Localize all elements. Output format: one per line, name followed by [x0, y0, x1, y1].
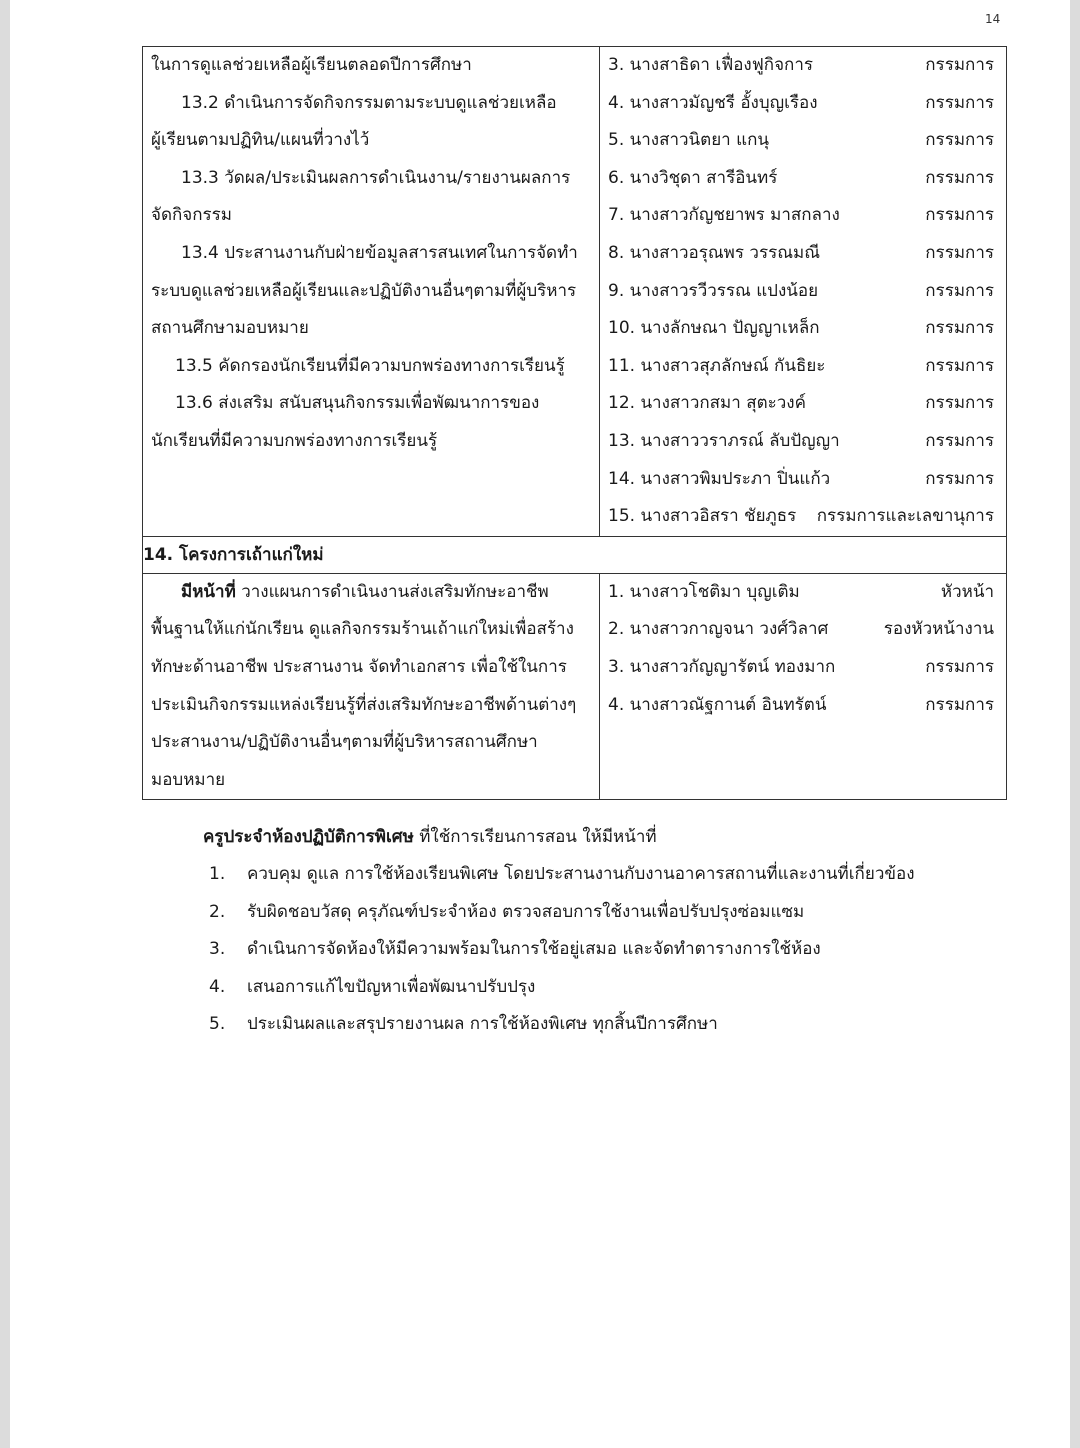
duty-line: ผู้เรียนตามปฏิทิน/แผนที่วางไว้ — [151, 130, 370, 151]
section-14-title: 14. โครงการเถ้าแก่ใหม่ — [143, 536, 1007, 573]
duty-line: 13.2 ดำเนินการจัดกิจกรรมตามระบบดูแลช่วยเหลือ — [181, 92, 557, 113]
list-number: 1. — [209, 864, 226, 884]
duty-line: 13.3 วัดผล/ประเมินผลการดำเนินงาน/รายงานผลการ — [181, 167, 571, 188]
list-item — [203, 931, 1043, 969]
member-name: 10. นางลักษณา ปัญญาเหล็ก — [608, 318, 820, 339]
section-14-duties — [143, 573, 600, 800]
section-14-row — [143, 573, 1007, 800]
list-number: 4. — [209, 976, 226, 997]
member-role: กรรมการ — [925, 355, 994, 376]
lab-teacher-title: ครูประจำห้องปฏิบัติการพิเศษ — [203, 827, 414, 847]
duty-line: พื้นฐานให้แก่นักเรียน ดูแลกิจกรรมร้านเถ้าแก่ใหม่เพื่อสร้าง — [151, 619, 574, 640]
member-name: 9. นางสาวรวีวรรณ แปงน้อย — [608, 280, 819, 301]
member-row — [600, 122, 1006, 160]
member-name: 11. นางสาวสุภลักษณ์ กันธิยะ — [608, 355, 826, 376]
member-role: กรรมการ — [925, 92, 994, 113]
lab-teacher-section — [203, 818, 1043, 1044]
member-name: 3. นางสาวกัญญารัตน์ ทองมาก — [608, 656, 836, 677]
member-row — [600, 310, 1006, 348]
member-name: 4. นางสาวณัฐกานต์ อินทรัตน์ — [608, 694, 827, 715]
member-role: รองหัวหน้างาน — [883, 619, 994, 640]
section-13-duties — [143, 47, 600, 537]
list-text: ควบคุม ดูแล การใช้ห้องเรียนพิเศษ โดยประสานงานกับงานอาคารสถานที่และงานที่เกี่ยวข้อง — [247, 864, 915, 884]
member-name: 7. นางสาวกัญชยาพร มาสกลาง — [608, 205, 840, 226]
member-row — [600, 348, 1006, 386]
duty-label: มีหน้าที่ — [181, 581, 236, 602]
member-row — [600, 385, 1006, 423]
list-text: ดำเนินการจัดห้องให้มีความพร้อมในการใช้อยู่เสมอ และจัดทำตารางการใช้ห้อง — [247, 939, 821, 960]
member-role: กรรมการ — [925, 130, 994, 151]
duty-line: ประเมินกิจกรรมแหล่งเรียนรู้ที่ส่งเสริมทักษะอาชีพด้านต่างๆ — [151, 694, 577, 715]
list-number: 5. — [209, 1014, 226, 1035]
member-role: กรรมการ — [925, 205, 994, 226]
member-name: 6. นางวิชุดา สารีอินทร์ — [608, 167, 778, 188]
member-row — [600, 611, 1006, 649]
member-name: 1. นางสาวโชติมา บุญเติม — [608, 581, 800, 602]
member-row — [600, 273, 1006, 311]
member-row — [600, 498, 1006, 536]
member-row — [600, 423, 1006, 461]
member-role: กรรมการ — [925, 393, 994, 414]
list-number: 2. — [209, 901, 226, 922]
member-role: กรรมการ — [925, 318, 994, 339]
member-name: 13. นางสาววราภรณ์ ลับปัญญา — [608, 430, 840, 451]
list-item — [203, 969, 1043, 1007]
lab-teacher-heading — [203, 818, 1043, 856]
member-role: กรรมการ — [925, 694, 994, 715]
duty-line: นักเรียนที่มีความบกพร่องทางการเรียนรู้ — [151, 430, 438, 451]
member-role: หัวหน้า — [940, 581, 994, 602]
member-row — [600, 687, 1006, 725]
duty-line: ในการดูแลช่วยเหลือผู้เรียนตลอดปีการศึกษา — [151, 55, 472, 75]
member-row — [600, 47, 1006, 85]
duty-line: 13.5 คัดกรองนักเรียนที่มีความบกพร่องทางการเรียนรู้ — [175, 355, 565, 376]
member-role: กรรมการ — [925, 167, 994, 188]
member-row — [600, 461, 1006, 499]
list-item — [203, 856, 1043, 894]
member-row — [600, 649, 1006, 687]
duties-table — [142, 46, 1007, 800]
duty-line: 13.6 ส่งเสริม สนับสนุนกิจกรรมเพื่อพัฒนาการของ — [175, 393, 540, 414]
list-text: เสนอการแก้ไขปัญหาเพื่อพัฒนาปรับปรุง — [247, 976, 536, 997]
member-row — [600, 85, 1006, 123]
duty-text: วางแผนการดำเนินงานส่งเสริมทักษะอาชีพ — [235, 581, 549, 602]
member-role: กรรมการ — [925, 242, 994, 263]
member-role: กรรมการ — [925, 656, 994, 677]
member-row — [600, 197, 1006, 235]
page-number: 14 — [985, 12, 1001, 26]
member-role: กรรมการ — [925, 430, 994, 451]
list-text: ประเมินผลและสรุปรายงานผล การใช้ห้องพิเศษ ทุกสิ้นปีการศึกษา — [247, 1014, 718, 1035]
duty-line — [143, 574, 599, 612]
member-row — [600, 235, 1006, 273]
member-role: กรรมการ — [925, 55, 994, 75]
member-row — [600, 574, 1006, 612]
member-name: 4. นางสาวมัญชรี อั้งบุญเรือง — [608, 92, 818, 113]
member-name: 15. นางสาวอิสรา ชัยภูธร — [608, 506, 797, 527]
duty-line: มอบหมาย — [151, 769, 226, 790]
member-row — [600, 160, 1006, 198]
duty-line: จัดกิจกรรม — [151, 205, 233, 226]
list-item — [203, 894, 1043, 932]
member-name: 3. นางสาธิดา เฟื่องฟูกิจการ — [608, 55, 813, 75]
member-role: กรรมการและเลขานุการ — [816, 506, 994, 527]
duty-line: ระบบดูแลช่วยเหลือผู้เรียนและปฏิบัติงานอื่นๆตามที่ผู้บริหาร — [151, 280, 577, 301]
member-name: 12. นางสาวกสมา สุตะวงค์ — [608, 393, 806, 414]
section-14-members — [600, 573, 1007, 800]
member-name: 14. นางสาวพิมประภา ปิ่นแก้ว — [608, 468, 831, 489]
list-number: 3. — [209, 939, 226, 960]
section-13-row — [143, 47, 1007, 537]
section-13-members — [600, 47, 1007, 537]
duty-line: ประสานงาน/ปฏิบัติงานอื่นๆตามที่ผู้บริหารสถานศึกษา — [151, 732, 538, 753]
duty-line: สถานศึกษามอบหมาย — [151, 318, 309, 339]
member-name: 2. นางสาวกาญจนา วงศ์วิลาศ — [608, 619, 829, 640]
duty-line: ทักษะด้านอาชีพ ประสานงาน จัดทำเอกสาร เพื่อใช้ในการ — [151, 656, 567, 677]
section-14-title-row — [143, 536, 1007, 573]
member-name: 5. นางสาวนิตยา แกนุ — [608, 130, 770, 151]
member-role: กรรมการ — [925, 468, 994, 489]
lab-teacher-subtitle: ที่ใช้การเรียนการสอน ให้มีหน้าที่ — [413, 827, 657, 847]
list-item — [203, 1006, 1043, 1044]
duty-line: 13.4 ประสานงานกับฝ่ายข้อมูลสารสนเทศในการจัดทำ — [181, 242, 578, 263]
list-text: รับผิดชอบวัสดุ ครุภัณฑ์ประจำห้อง ตรวจสอบการใช้งานเพื่อปรับปรุงซ่อมแซม — [247, 901, 805, 922]
member-name: 8. นางสาวอรุณพร วรรณมณี — [608, 242, 820, 263]
document-page — [10, 0, 1070, 1448]
member-role: กรรมการ — [925, 280, 994, 301]
